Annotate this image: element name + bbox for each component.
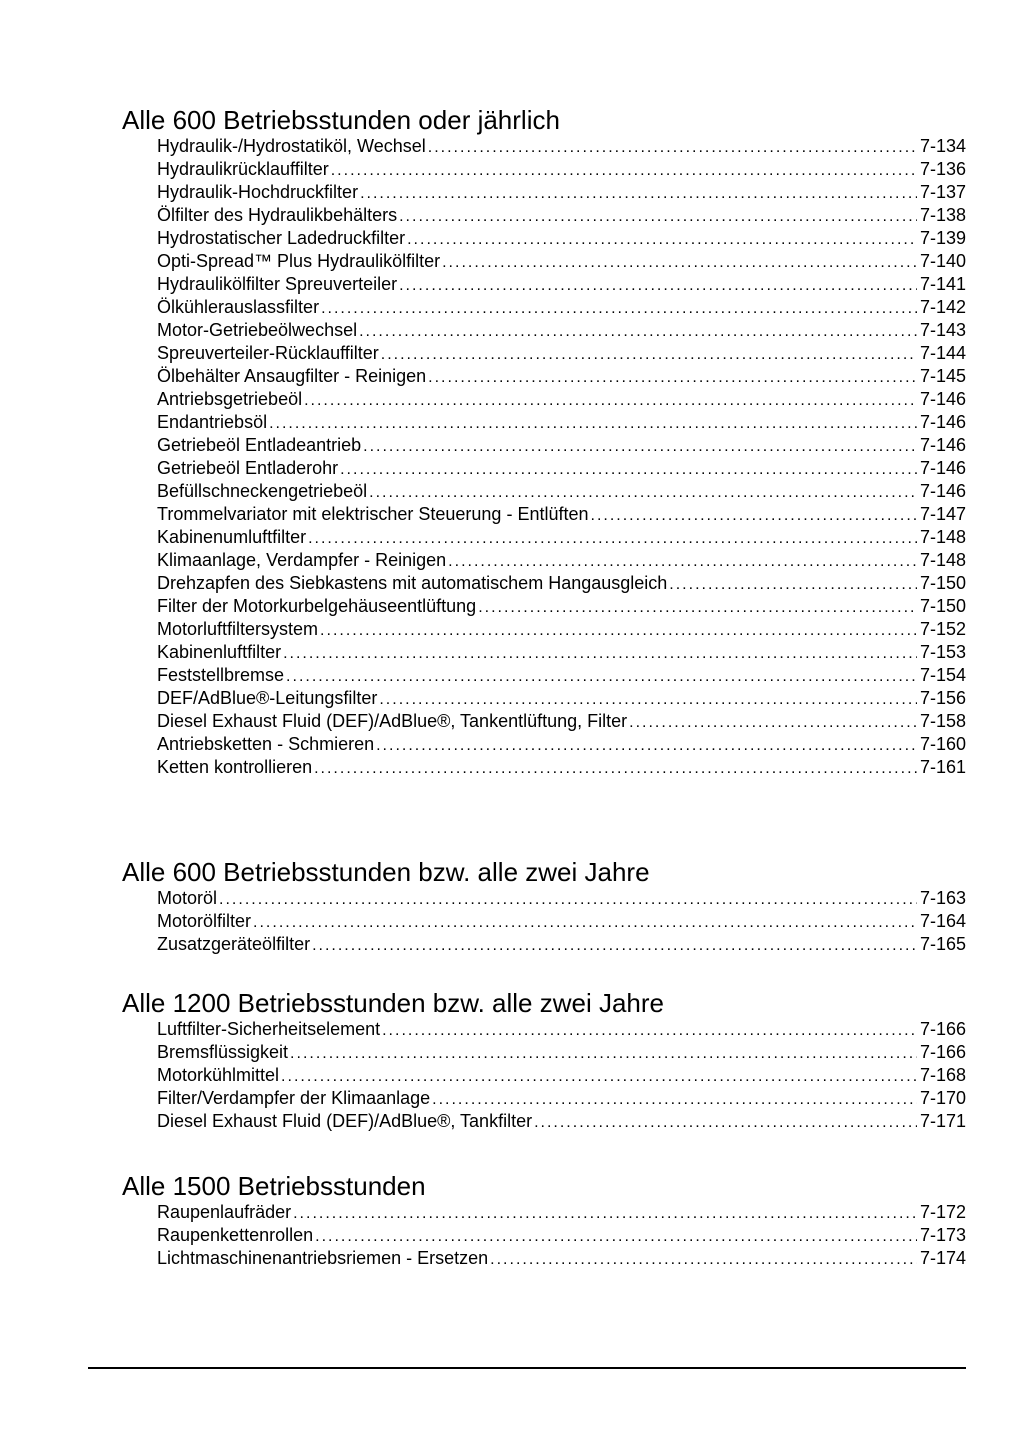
toc-entry-page: 7-146 xyxy=(919,389,966,409)
toc-entry-label: Endantriebsöl xyxy=(157,412,268,432)
dot-leader xyxy=(442,251,917,273)
toc-entry-label: Raupenlaufräder xyxy=(157,1202,292,1222)
toc-entry-page: 7-172 xyxy=(919,1202,966,1222)
dot-leader xyxy=(534,1111,917,1133)
toc-entry[interactable] xyxy=(157,1201,966,1224)
toc-entry-label: Antriebsketten - Schmieren xyxy=(157,734,375,754)
toc-entry[interactable] xyxy=(157,365,966,388)
toc-entry-label: Motorkühlmittel xyxy=(157,1065,280,1085)
toc-entry[interactable] xyxy=(157,480,966,503)
toc-entry[interactable] xyxy=(157,204,966,227)
toc-entry-page: 7-146 xyxy=(919,481,966,501)
toc-entry-page: 7-148 xyxy=(919,550,966,570)
toc-entry-label: Hydraulikrücklauffilter xyxy=(157,159,329,179)
section-title: Alle 600 Betriebsstunden oder jährlich xyxy=(122,105,560,135)
dot-leader xyxy=(253,911,917,933)
section-600-hours-two-years xyxy=(122,857,966,956)
toc-entry-page: 7-138 xyxy=(919,205,966,225)
entry-list xyxy=(157,1018,966,1133)
toc-entry[interactable] xyxy=(157,887,966,910)
toc-entry[interactable] xyxy=(157,158,966,181)
toc-entry[interactable] xyxy=(157,181,966,204)
toc-entry-page: 7-145 xyxy=(919,366,966,386)
toc-entry-page: 7-166 xyxy=(919,1019,966,1039)
section-title: Alle 600 Betriebsstunden bzw. alle zwei Jahre xyxy=(122,857,650,887)
dot-leader xyxy=(286,665,917,687)
toc-entry-label: Ölkühlerauslassfilter xyxy=(157,297,320,317)
toc-entry-page: 7-161 xyxy=(919,757,966,777)
toc-entry-label: Motorölfilter xyxy=(157,911,252,931)
toc-entry-page: 7-144 xyxy=(919,343,966,363)
toc-entry-page: 7-152 xyxy=(919,619,966,639)
entry-list xyxy=(157,887,966,956)
toc-entry-label: Bremsflüssigkeit xyxy=(157,1042,289,1062)
toc-entry[interactable] xyxy=(157,250,966,273)
dot-leader xyxy=(669,573,917,595)
toc-entry[interactable] xyxy=(157,710,966,733)
toc-entry-page: 7-168 xyxy=(919,1065,966,1085)
toc-entry-label: Raupenkettenrollen xyxy=(157,1225,314,1245)
dot-leader xyxy=(490,1248,917,1270)
toc-entry-label: Kabinenluftfilter xyxy=(157,642,282,662)
toc-entry-page: 7-170 xyxy=(919,1088,966,1108)
toc-entry-page: 7-141 xyxy=(919,274,966,294)
toc-entry-label: Getriebeöl Entladerohr xyxy=(157,458,339,478)
toc-entry-page: 7-171 xyxy=(919,1111,966,1131)
section-1200-hours-two-years xyxy=(122,988,966,1133)
toc-entry[interactable] xyxy=(157,1247,966,1270)
toc-entry-label: Motorluftfiltersystem xyxy=(157,619,319,639)
toc-entry-label: Ketten kontrollieren xyxy=(157,757,313,777)
toc-entry-page: 7-136 xyxy=(919,159,966,179)
toc-entry-page: 7-158 xyxy=(919,711,966,731)
toc-entry-page: 7-173 xyxy=(919,1225,966,1245)
dot-leader xyxy=(629,711,917,733)
toc-entry-page: 7-148 xyxy=(919,527,966,547)
dot-leader xyxy=(281,1065,917,1087)
toc-entry-page: 7-160 xyxy=(919,734,966,754)
dot-leader xyxy=(269,412,917,434)
section-title: Alle 1200 Betriebsstunden bzw. alle zwei Jahre xyxy=(122,988,664,1018)
toc-entry-page: 7-146 xyxy=(919,458,966,478)
dot-leader xyxy=(315,1225,917,1247)
entry-list xyxy=(157,1201,966,1270)
dot-leader xyxy=(369,481,917,503)
toc-entry[interactable] xyxy=(157,933,966,956)
dot-leader xyxy=(290,1042,917,1064)
toc-entry-label: Spreuverteiler-Rücklauffilter xyxy=(157,343,379,363)
dot-leader xyxy=(312,934,917,956)
toc-entry-page: 7-150 xyxy=(919,596,966,616)
dot-leader xyxy=(359,320,917,342)
toc-entry-page: 7-166 xyxy=(919,1042,966,1062)
dot-leader xyxy=(399,274,917,296)
toc-entry[interactable] xyxy=(157,411,966,434)
toc-entry[interactable] xyxy=(157,1018,966,1041)
toc-entry[interactable] xyxy=(157,1224,966,1247)
entry-list xyxy=(157,135,966,779)
toc-entry-label: Luftfilter-Sicherheitselement xyxy=(157,1019,381,1039)
toc-entry-label: Getriebeöl Entladeantrieb xyxy=(157,435,362,455)
toc-entry-page: 7-150 xyxy=(919,573,966,593)
toc-entry-label: Diesel Exhaust Fluid (DEF)/AdBlue®, Tankfilter xyxy=(157,1111,533,1131)
toc-entry-label: Lichtmaschinenantriebsriemen - Ersetzen xyxy=(157,1248,489,1268)
section-1500-hours xyxy=(122,1171,966,1270)
toc-entry-page: 7-146 xyxy=(919,412,966,432)
toc-entry-label: Motoröl xyxy=(157,888,218,908)
dot-leader xyxy=(308,527,917,549)
toc-entry[interactable] xyxy=(157,503,966,526)
dot-leader xyxy=(428,136,917,158)
toc-entry-page: 7-142 xyxy=(919,297,966,317)
dot-leader xyxy=(283,642,917,664)
dot-leader xyxy=(381,343,917,365)
toc-entry[interactable] xyxy=(157,227,966,250)
dot-leader xyxy=(478,596,917,618)
toc-entry-page: 7-139 xyxy=(919,228,966,248)
toc-entry-page: 7-154 xyxy=(919,665,966,685)
toc-entry-page: 7-137 xyxy=(919,182,966,202)
toc-entry[interactable] xyxy=(157,434,966,457)
toc-entry-page: 7-134 xyxy=(919,136,966,156)
toc-entry-page: 7-140 xyxy=(919,251,966,271)
toc-entry[interactable] xyxy=(157,342,966,365)
toc-entry-label: Motor-Getriebeölwechsel xyxy=(157,320,358,340)
dot-leader xyxy=(360,182,917,204)
toc-entry-page: 7-164 xyxy=(919,911,966,931)
toc-entry[interactable] xyxy=(157,756,966,779)
toc-entry[interactable] xyxy=(157,595,966,618)
toc-entry-label: Hydrostatischer Ladedruckfilter xyxy=(157,228,406,248)
toc-entry[interactable] xyxy=(157,1041,966,1064)
dot-leader xyxy=(293,1202,917,1224)
toc-entry-page: 7-165 xyxy=(919,934,966,954)
toc-entry-label: Trommelvariator mit elektrischer Steuerung - Entlüften xyxy=(157,504,589,524)
toc-entry-page: 7-147 xyxy=(919,504,966,524)
toc-entry-label: DEF/AdBlue®-Leitungsfilter xyxy=(157,688,378,708)
toc-entry[interactable] xyxy=(157,641,966,664)
section-title: Alle 1500 Betriebsstunden xyxy=(122,1171,426,1201)
dot-leader xyxy=(399,205,917,227)
dot-leader xyxy=(428,366,917,388)
toc-entry-label: Klimaanlage, Verdampfer - Reinigen xyxy=(157,550,447,570)
toc-entry[interactable] xyxy=(157,664,966,687)
toc-entry[interactable] xyxy=(157,457,966,480)
toc-entry-label: Kabinenumluftfilter xyxy=(157,527,307,547)
toc-entry[interactable] xyxy=(157,910,966,933)
toc-entry-page: 7-174 xyxy=(919,1248,966,1268)
footer-rule xyxy=(88,1367,966,1369)
dot-leader xyxy=(314,757,917,779)
dot-leader xyxy=(304,389,917,411)
toc-entry[interactable] xyxy=(157,618,966,641)
toc-entry-label: Hydraulik-/Hydrostatiköl, Wechsel xyxy=(157,136,426,156)
toc-entry-label: Befüllschneckengetriebeöl xyxy=(157,481,368,501)
toc-entry[interactable] xyxy=(157,733,966,756)
dot-leader xyxy=(363,435,917,457)
dot-leader xyxy=(219,888,917,910)
section-600-hours-yearly xyxy=(122,105,966,779)
toc-entry[interactable] xyxy=(157,526,966,549)
toc-entry[interactable] xyxy=(157,1110,966,1133)
toc-entry-label: Ölfilter des Hydraulikbehälters xyxy=(157,205,398,225)
toc-entry[interactable] xyxy=(157,1087,966,1110)
toc-entry-label: Drehzapfen des Siebkastens mit automatischem Hangausgleich xyxy=(157,573,668,593)
toc-entry[interactable] xyxy=(157,135,966,158)
dot-leader xyxy=(321,297,917,319)
toc-entry-page: 7-143 xyxy=(919,320,966,340)
toc-entry-label: Diesel Exhaust Fluid (DEF)/AdBlue®, Tankentlüftung, Filter xyxy=(157,711,628,731)
toc-entry-page: 7-153 xyxy=(919,642,966,662)
toc-entry[interactable] xyxy=(157,549,966,572)
dot-leader xyxy=(448,550,917,572)
toc-entry[interactable] xyxy=(157,273,966,296)
toc-entry[interactable] xyxy=(157,296,966,319)
toc-entry[interactable] xyxy=(157,572,966,595)
toc-entry-label: Hydraulikölfilter Spreuverteiler xyxy=(157,274,398,294)
toc-entry[interactable] xyxy=(157,687,966,710)
toc-entry-label: Zusatzgeräteölfilter xyxy=(157,934,311,954)
toc-entry-label: Antriebsgetriebeöl xyxy=(157,389,303,409)
dot-leader xyxy=(340,458,917,480)
dot-leader xyxy=(591,504,917,526)
dot-leader xyxy=(382,1019,917,1041)
toc-entry-label: Feststellbremse xyxy=(157,665,285,685)
dot-leader xyxy=(320,619,917,641)
toc-entry-label: Hydraulik-Hochdruckfilter xyxy=(157,182,359,202)
toc-entry-label: Opti-Spread™ Plus Hydraulikölfilter xyxy=(157,251,441,271)
toc-entry-label: Ölbehälter Ansaugfilter - Reinigen xyxy=(157,366,427,386)
dot-leader xyxy=(376,734,917,756)
dot-leader xyxy=(331,159,917,181)
dot-leader xyxy=(407,228,917,250)
dot-leader xyxy=(432,1088,917,1110)
toc-entry-page: 7-163 xyxy=(919,888,966,908)
toc-entry-page: 7-146 xyxy=(919,435,966,455)
toc-entry-page: 7-156 xyxy=(919,688,966,708)
toc-entry[interactable] xyxy=(157,319,966,342)
toc-entry[interactable] xyxy=(157,388,966,411)
toc-entry[interactable] xyxy=(157,1064,966,1087)
toc-entry-label: Filter der Motorkurbelgehäuseentlüftung xyxy=(157,596,477,616)
dot-leader xyxy=(379,688,917,710)
toc-entry-label: Filter/Verdampfer der Klimaanlage xyxy=(157,1088,431,1108)
